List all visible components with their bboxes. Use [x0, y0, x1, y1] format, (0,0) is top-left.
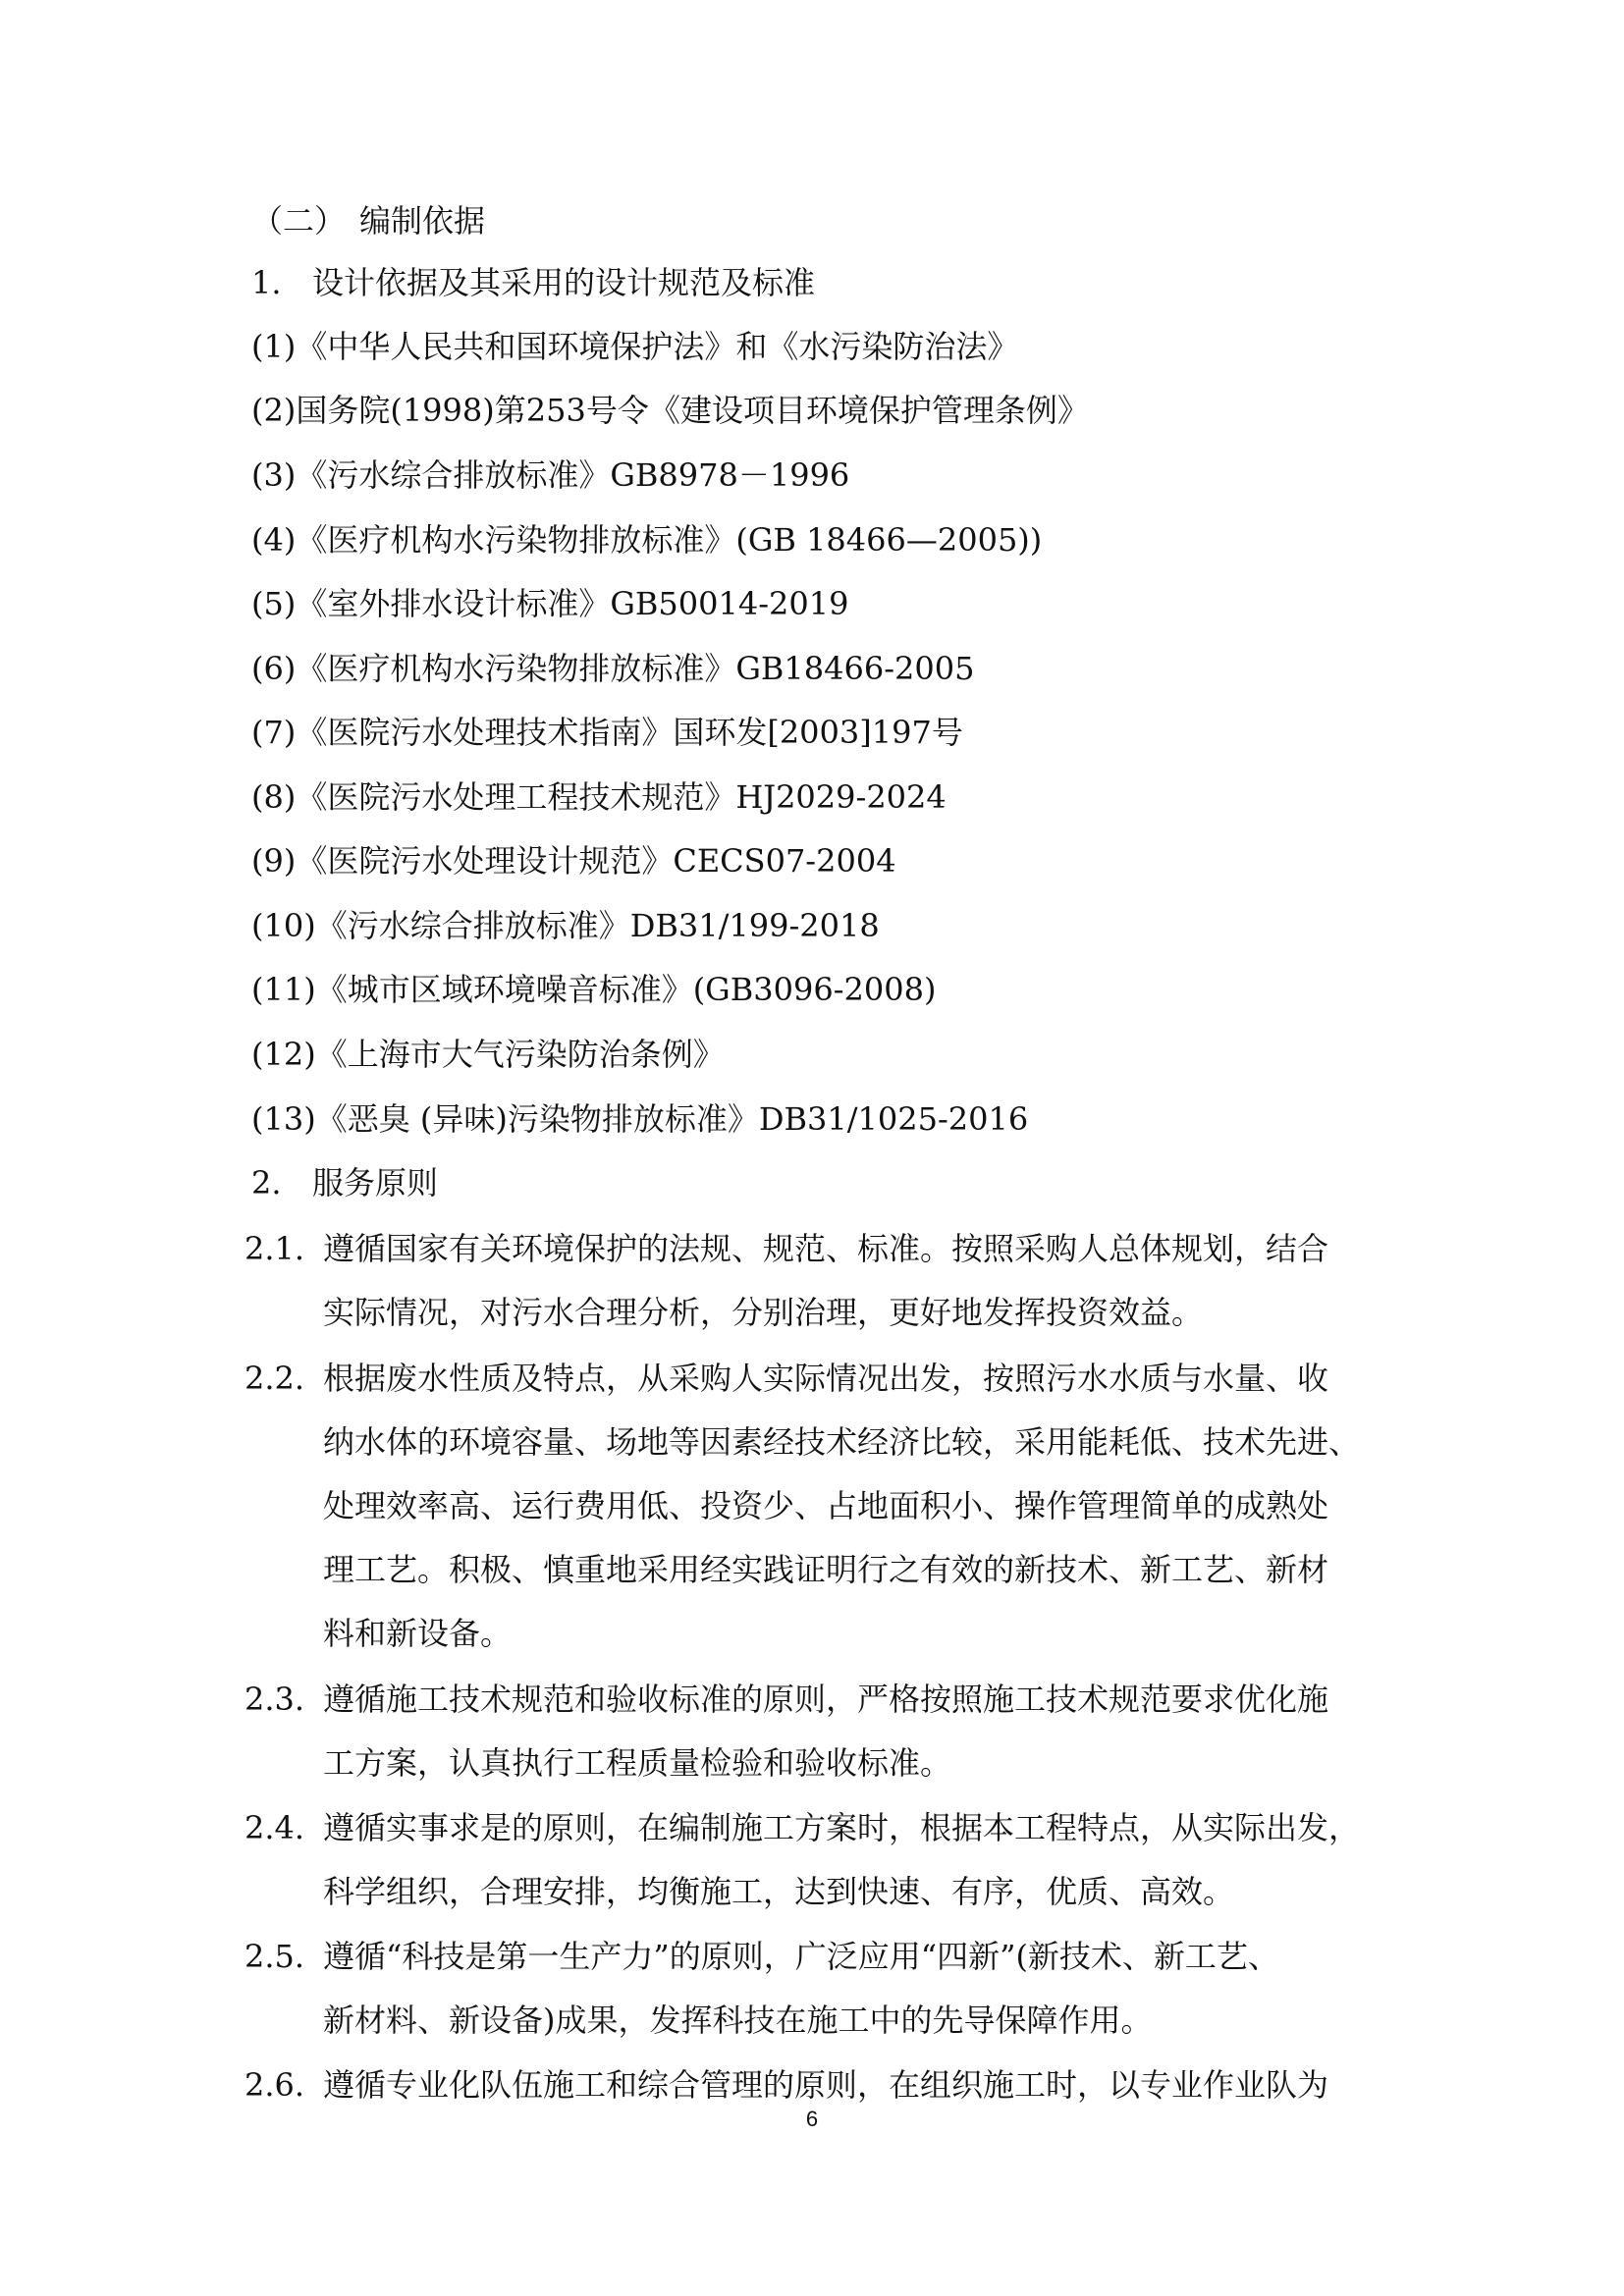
reference-item: (4)《医疗机构水污染物排放标准》(GB 18466—2005))	[251, 521, 1043, 559]
item-1-number: 1.	[251, 264, 282, 301]
principle-2-4	[244, 1796, 1383, 1924]
item-1-title: 设计依据及其采用的设计规范及标准	[312, 264, 816, 301]
principle-line: 纳水体的环境容量、场地等因素经技术经济比较，采用能耗低、技术先进、	[323, 1423, 1361, 1461]
principle-line: 处理效率高、运行费用低、投资少、占地面积小、操作管理简单的成熟处	[323, 1487, 1329, 1524]
principle-2-2	[244, 1347, 1383, 1666]
principle-number: 2.4.	[244, 1809, 305, 1846]
principle-line: 遵循国家有关环境保护的法规、规范、标准。按照采购人总体规划，结合	[323, 1230, 1329, 1267]
reference-item: (13)《恶臭 (异味)污染物排放标准》DB31/1025-2016	[251, 1100, 1029, 1138]
principle-line: 根据废水性质及特点，从采购人实际情况出发，按照污水水质与水量、收	[323, 1360, 1329, 1397]
principle-number: 2.3.	[244, 1681, 305, 1718]
principle-line: 工方案，认真执行工程质量检验和验收标准。	[323, 1744, 952, 1782]
section-heading	[251, 201, 485, 240]
reference-item: (2)国务院(1998)第253号令《建设项目环境保护管理条例》	[251, 392, 1089, 429]
principle-line: 遵循专业化队伍施工和综合管理的原则，在组织施工时，以专业作业队为	[323, 2066, 1329, 2104]
reference-item: (12)《上海市大气污染防治条例》	[251, 1036, 725, 1073]
principle-line: 遵循施工技术规范和验收标准的原则，严格按照施工技术规范要求优化施	[323, 1681, 1329, 1718]
principle-line: 遵循实事求是的原则，在编制施工方案时，根据本工程特点，从实际出发，	[323, 1809, 1361, 1846]
principle-line: 遵循“科技是第一生产力”的原则，广泛应用“四新”(新技术、新工艺、	[323, 1938, 1279, 1975]
page-number: 6	[805, 2107, 819, 2131]
principle-number: 2.2.	[244, 1360, 305, 1397]
item-2-title: 服务原则	[312, 1164, 439, 1201]
item-2-number: 2.	[251, 1164, 282, 1201]
reference-item: (6)《医疗机构水污染物排放标准》GB18466-2005	[251, 650, 975, 687]
principle-number: 2.6.	[244, 2066, 305, 2104]
principle-line: 料和新设备。	[323, 1615, 513, 1652]
item-1-heading	[251, 263, 815, 302]
reference-item: (7)《医院污水处理技术指南》国环发[2003]197号	[251, 714, 963, 751]
reference-item: (11)《城市区域环境噪音标准》(GB3096-2008)	[251, 971, 937, 1008]
reference-item: (1)《中华人民共和国环境保护法》和《水污染防治法》	[251, 328, 1019, 365]
principle-line: 新材料、新设备)成果，发挥科技在施工中的先导保障作用。	[323, 2002, 1153, 2039]
principle-2-5	[244, 1925, 1383, 2053]
principle-2-3	[244, 1668, 1383, 1795]
principle-line: 实际情况，对污水合理分析，分别治理，更好地发挥投资效益。	[323, 1294, 1204, 1331]
reference-item: (10)《污水综合排放标准》DB31/199-2018	[251, 907, 880, 944]
reference-item: (9)《医院污水处理设计规范》CECS07-2004	[251, 842, 896, 880]
principle-line: 科学组织，合理安排，均衡施工，达到快速、有序，优质、高效。	[323, 1873, 1235, 1910]
principle-number: 2.5.	[244, 1938, 305, 1975]
section-heading-title: 编制依据	[359, 202, 486, 240]
reference-item: (3)《污水综合排放标准》GB8978－1996	[251, 456, 850, 494]
principle-number: 2.1.	[244, 1230, 305, 1267]
reference-item: (8)《医院污水处理工程技术规范》HJ2029-2024	[251, 778, 947, 816]
section-heading-number: （二）	[251, 202, 347, 240]
principle-line: 理工艺。积极、慎重地采用经实践证明行之有效的新技术、新工艺、新材	[323, 1551, 1329, 1588]
principle-2-1	[244, 1217, 1383, 1345]
item-2-heading	[251, 1163, 438, 1202]
reference-item: (5)《室外排水设计标准》GB50014-2019	[251, 585, 849, 622]
